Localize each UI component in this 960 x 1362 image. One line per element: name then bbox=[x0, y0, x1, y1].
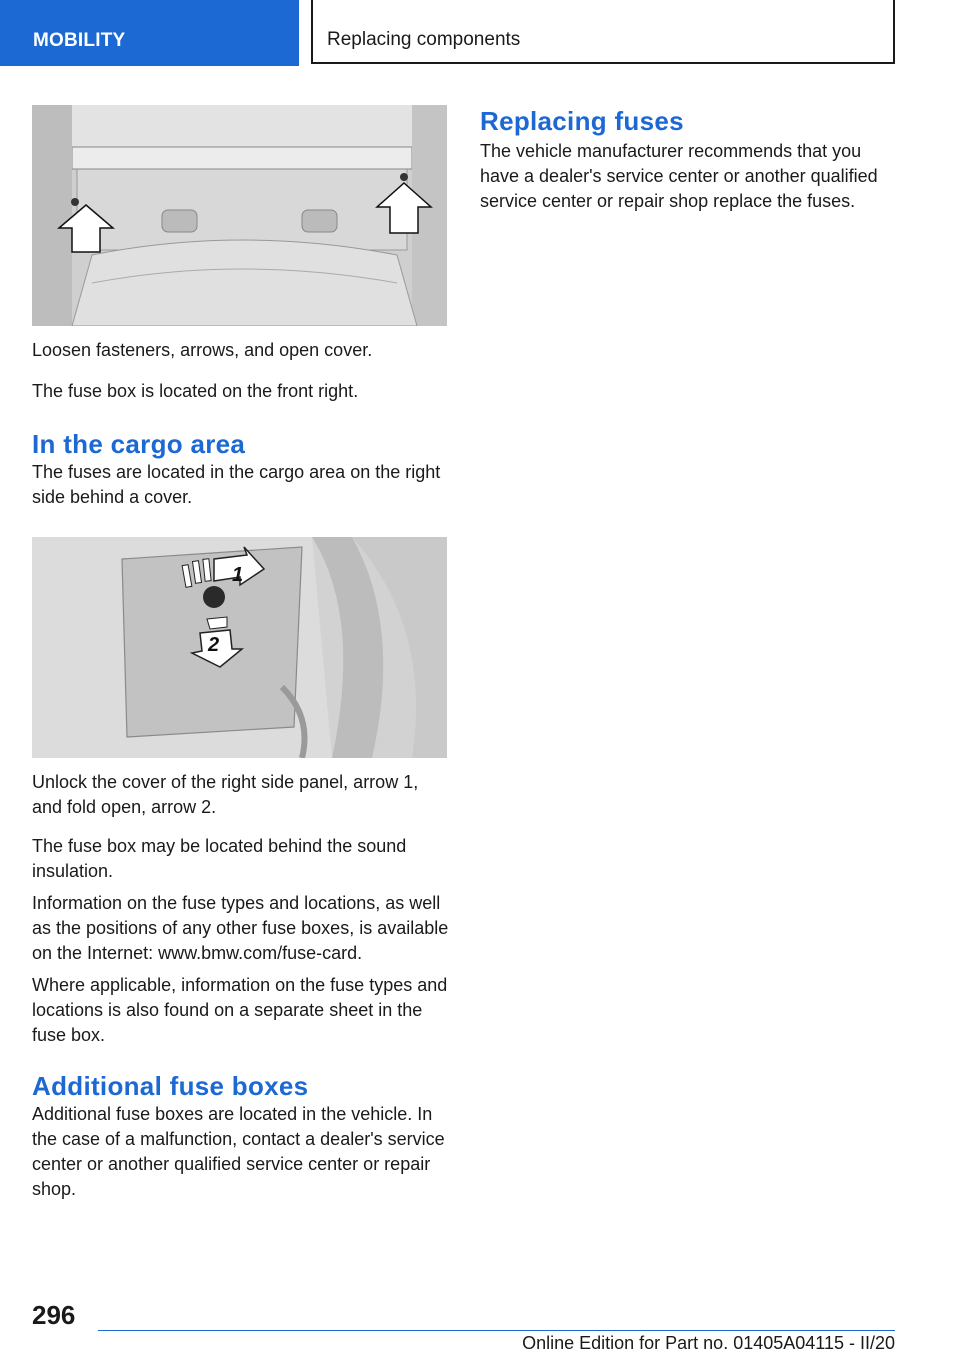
replacing-fuses-text: The vehicle manufacturer recommends that you have a dealer's service center or another qualified service center or repair shop replace the fuses. bbox=[480, 141, 878, 211]
figure1-caption: Loosen fasteners, arrows, and open cover. bbox=[32, 340, 373, 360]
heading-replacing-fuses: Replacing fuses bbox=[480, 106, 684, 136]
right-column bbox=[480, 105, 892, 214]
section-tab bbox=[0, 0, 299, 66]
arrow-1-label: 1 bbox=[232, 564, 244, 586]
figure2-caption: Unlock the cover of the right side panel, arrow 1, and fold open, arrow 2. bbox=[32, 772, 419, 817]
separate-sheet-text: Where applicable, information on the fuse types and locations is also found on a separate sheet in the fuse box. bbox=[32, 975, 448, 1045]
fuse-location-note: The fuse box is located on the front right. bbox=[32, 381, 359, 401]
additional-fuse-text: Additional fuse boxes are located in the vehicle. In the case of a malfunction, contact a dealer's service center or another qualified service center or repair shop. bbox=[32, 1104, 445, 1199]
footer-divider bbox=[98, 1330, 895, 1331]
info-text: Information on the fuse types and locations, as well as the positions of any other fuse boxes, is available on the Internet: www.bmw.com/fuse-card. bbox=[32, 893, 449, 963]
figure-cargo-panel bbox=[32, 537, 447, 758]
sound-insulation-text: The fuse box may be located behind the sound insulation. bbox=[32, 836, 407, 881]
arrow-2-label: 2 bbox=[208, 634, 220, 656]
section-title: MOBILITY bbox=[33, 30, 126, 51]
edition-info: Online Edition for Part no. 01405A04115 - II/20 bbox=[522, 1333, 895, 1353]
left-column bbox=[32, 105, 450, 1202]
heading-additional-fuse-boxes: Additional fuse boxes bbox=[32, 1071, 309, 1101]
page-number: 296 bbox=[32, 1300, 76, 1330]
chapter-tab bbox=[311, 0, 895, 64]
cargo-area-text: The fuses are located in the cargo area on the right side behind a cover. bbox=[32, 462, 441, 507]
figure-trunk-cover bbox=[32, 105, 447, 326]
chapter-title: Replacing components bbox=[327, 29, 521, 50]
heading-cargo-area: In the cargo area bbox=[32, 429, 246, 459]
